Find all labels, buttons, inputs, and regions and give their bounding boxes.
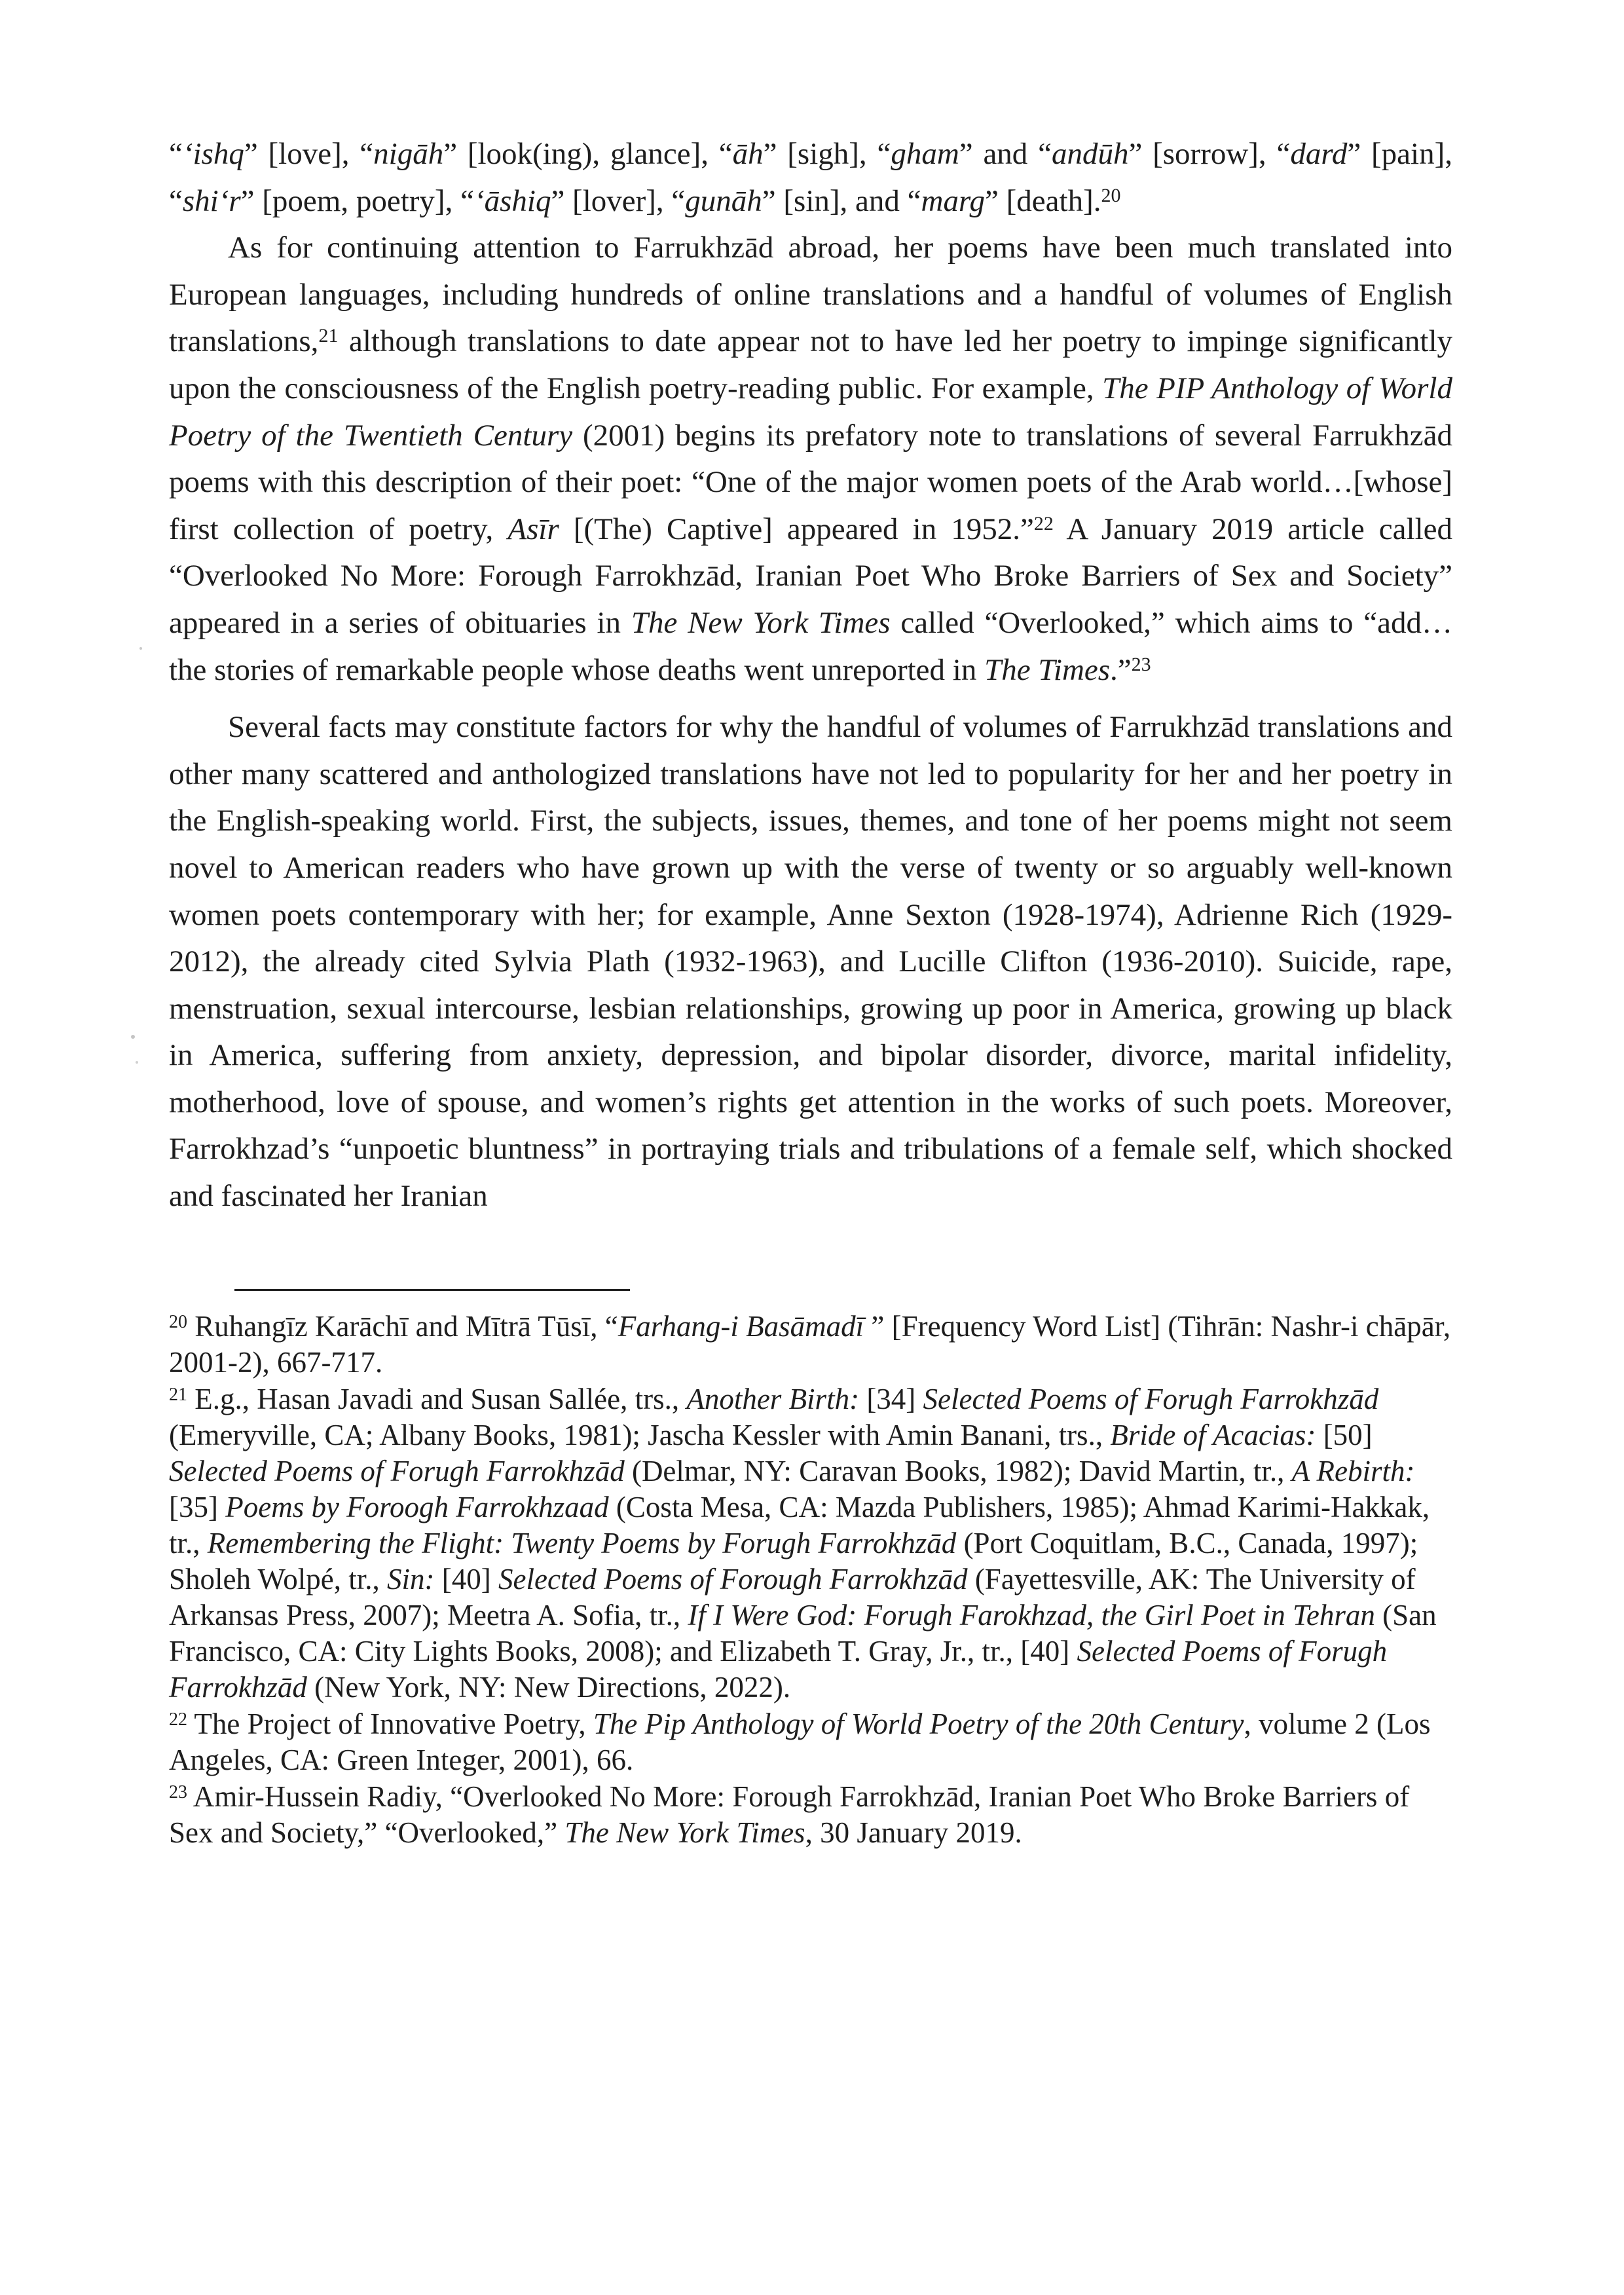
text-run: , 30 January 2019. bbox=[805, 1816, 1022, 1849]
footnote-23 bbox=[169, 1779, 1452, 1851]
text-run: ” [lover], “ bbox=[551, 183, 686, 218]
text-run: ” and “ bbox=[959, 137, 1052, 171]
transliterated-term: ‘ishq bbox=[182, 137, 244, 171]
text-run: As for continuing attention to Farrukhzād abroad, her poems have been much translated into European languages, including hundreds of online translations and a handful of volumes of English translations, bbox=[169, 231, 1452, 359]
footnote-21 bbox=[169, 1381, 1452, 1706]
transliterated-term: āh bbox=[732, 137, 764, 171]
work-title: Farhang-i Basāmadī bbox=[618, 1310, 864, 1343]
footnote-22 bbox=[169, 1706, 1452, 1778]
text-run: [34] bbox=[859, 1383, 923, 1415]
text-run: (Emeryville, CA; Albany Books, 1981); Jascha Kessler with Amin Banani, trs., bbox=[169, 1419, 1111, 1451]
transliterated-term: dard bbox=[1290, 137, 1348, 171]
footnote-ref-22: 22 bbox=[1033, 512, 1054, 534]
transliterated-term: gham bbox=[891, 137, 959, 171]
work-title: The New York Times bbox=[564, 1816, 805, 1849]
text-run: ” [look(ing), glance], “ bbox=[443, 137, 733, 171]
work-title: The New York Times bbox=[631, 605, 891, 640]
work-title: A Rebirth: bbox=[1291, 1455, 1415, 1487]
footnote-number: 22 bbox=[169, 1709, 187, 1730]
footnote-20 bbox=[169, 1309, 1452, 1381]
footnote-number: 20 bbox=[169, 1312, 187, 1332]
scan-speck bbox=[139, 647, 142, 650]
work-title: Remembering the Flight: Twenty Poems by Forugh Farrokhzād bbox=[207, 1527, 957, 1559]
text-run: Several facts may constitute factors for why the handful of volumes of Farrukhzād translations and other many scattered and anthologized translations have not led to popularity for her and her poetry in the English-speaking world. First, the subjects, issues, themes, and tone of her poems might not seem novel to American readers who have grown up with the verse of twenty or so arguably well-known women poets contemporary with her; for example, Anne Sexton (1928-1974), Adrienne Rich (1929-2012), the already cited Sylvia Plath (1932-1963), and Lucille Clifton (1936-2010). Suicide, rape, menstruation, sexual intercourse, lesbian relationships, growing up poor in America, growing up black in America, suffering from anxiety, depression, and bipolar disorder, divorce, marital infidelity, motherhood, love of spouse, and women’s rights get attention in the works of such poets. Moreover, Farrokhzad’s “unpoetic bluntness” in portraying trials and tribulations of a female self, which shocked and fascinated her Iranian bbox=[169, 710, 1452, 1214]
text-run: ” [sigh], “ bbox=[763, 137, 891, 171]
text-run: although translations to date appear not to have led her poetry to impinge significantly upon the consciousness of the English poetry-reading public. For example, bbox=[169, 324, 1452, 405]
text-run: .” bbox=[1110, 652, 1132, 687]
work-title: Selected Poems of Forugh Farrokhzād bbox=[169, 1635, 1388, 1704]
transliterated-term: andūh bbox=[1051, 137, 1129, 171]
text-run: (Delmar, NY: Caravan Books, 1982); David Martin, tr., bbox=[624, 1455, 1292, 1487]
text-run: , volume 2 (Los Angeles, CA: Green Integer, 2001), 66. bbox=[169, 1707, 1431, 1776]
footnote-ref-21: 21 bbox=[318, 325, 339, 347]
transliterated-term: gunāh bbox=[685, 183, 762, 218]
transliterated-term: shi‘r bbox=[182, 183, 241, 218]
paragraph-word-list bbox=[169, 131, 1452, 225]
work-title: The Times bbox=[984, 652, 1111, 687]
text-run: ” [love], “ bbox=[244, 137, 374, 171]
paragraph-attention-abroad bbox=[169, 225, 1452, 694]
transliterated-term: nigāh bbox=[373, 137, 444, 171]
text-run: “ bbox=[169, 137, 183, 171]
work-title: The PIP Anthology of World Poetry of the Twentieth Century bbox=[169, 371, 1452, 453]
scan-speck bbox=[131, 1035, 135, 1039]
text-run: The Project of Innovative Poetry, bbox=[187, 1707, 593, 1740]
work-title: Selected Poems of Forugh Farrokhzād bbox=[923, 1383, 1379, 1415]
work-title: Selected Poems of Forugh Farrokhzād bbox=[169, 1455, 625, 1487]
work-title: Poems by Foroogh Farrokhzaad bbox=[225, 1491, 609, 1523]
text-run: ” [poem, poetry], “ bbox=[240, 183, 474, 218]
footnote-number: 23 bbox=[169, 1782, 187, 1802]
text-run: called “Overlooked,” which aims to “add… the stories of remarkable people whose deaths went unreported in bbox=[169, 605, 1453, 687]
text-run: ” [pain], “ bbox=[169, 137, 1452, 218]
footnote-ref-20: 20 bbox=[1101, 184, 1121, 206]
text-run: (2001) begins its prefatory note to translations of several Farrukhzād poems with this description of their poet: “One of the major women poets of the Arab world…[whose] first collection of poetry, bbox=[169, 418, 1453, 546]
work-title: Bride of Acacias: bbox=[1110, 1419, 1316, 1451]
text-run: ” [sorrow], “ bbox=[1128, 137, 1291, 171]
text-run: [(The) Captive] appeared in 1952.” bbox=[559, 512, 1034, 546]
text-run: [40] bbox=[434, 1563, 499, 1595]
transliterated-term: marg bbox=[921, 183, 986, 218]
text-run: Amir-Hussein Radiy, “Overlooked No More: Forough Farrokhzād, Iranian Poet Who Broke Barriers of Sex and Society,” “Overlooked,” bbox=[169, 1780, 1410, 1849]
work-title: Sin: bbox=[387, 1563, 435, 1595]
main-text bbox=[169, 131, 1452, 1220]
work-title: If I Were God: Forugh Farokhzad, the Girl Poet in Tehran bbox=[688, 1599, 1375, 1632]
footnote-separator bbox=[234, 1289, 630, 1291]
text-run: Ruhangīz Karāchī and Mītrā Tūsī, “ bbox=[187, 1310, 618, 1343]
work-title: Another Birth: bbox=[686, 1383, 860, 1415]
text-run: [35] bbox=[169, 1491, 226, 1523]
scan-speck bbox=[136, 1061, 138, 1064]
text-run: E.g., Hasan Javadi and Susan Sallée, trs., bbox=[187, 1383, 687, 1415]
text-run: ” [sin], and “ bbox=[762, 183, 921, 218]
footnote-number: 21 bbox=[169, 1385, 187, 1405]
work-title: Selected Poems of Forough Farrokhzād bbox=[498, 1563, 968, 1595]
text-run: ” [death]. bbox=[985, 183, 1101, 218]
text-run: A January 2019 article called “Overlooked No More: Forough Farrokhzād, Iranian Poet Who Broke Barriers of Sex and Society” appeared in a series of obituaries in bbox=[169, 512, 1452, 640]
footnote-ref-23: 23 bbox=[1131, 653, 1151, 675]
footnotes-section bbox=[169, 1309, 1452, 1852]
paragraph-several-facts bbox=[169, 704, 1452, 1220]
text-run: [50] bbox=[1316, 1419, 1373, 1451]
transliterated-term: ‘āshiq bbox=[473, 183, 551, 218]
work-title: The Pip Anthology of World Poetry of the 20th Century bbox=[593, 1707, 1244, 1740]
text-run: (San Francisco, CA: City Lights Books, 2008); and Elizabeth T. Gray, Jr., tr., [40] bbox=[169, 1599, 1437, 1668]
work-title: Asīr bbox=[507, 512, 559, 546]
text-run: ” [Frequency Word List] (Tihrān: Nashr-i chāpār, 2001-2), 667-717. bbox=[169, 1310, 1451, 1379]
text-run: (New York, NY: New Directions, 2022). bbox=[306, 1671, 791, 1704]
text-run: (Costa Mesa, CA: Mazda Publishers, 1985); Ahmad Karimi-Hakkak, tr., bbox=[169, 1491, 1430, 1559]
text-run: (Port Coquitlam, B.C., Canada, 1997); Sholeh Wolpé, tr., bbox=[169, 1527, 1418, 1595]
text-run: (Fayettesville, AK: The University of Arkansas Press, 2007); Meetra A. Sofia, tr., bbox=[169, 1563, 1416, 1632]
